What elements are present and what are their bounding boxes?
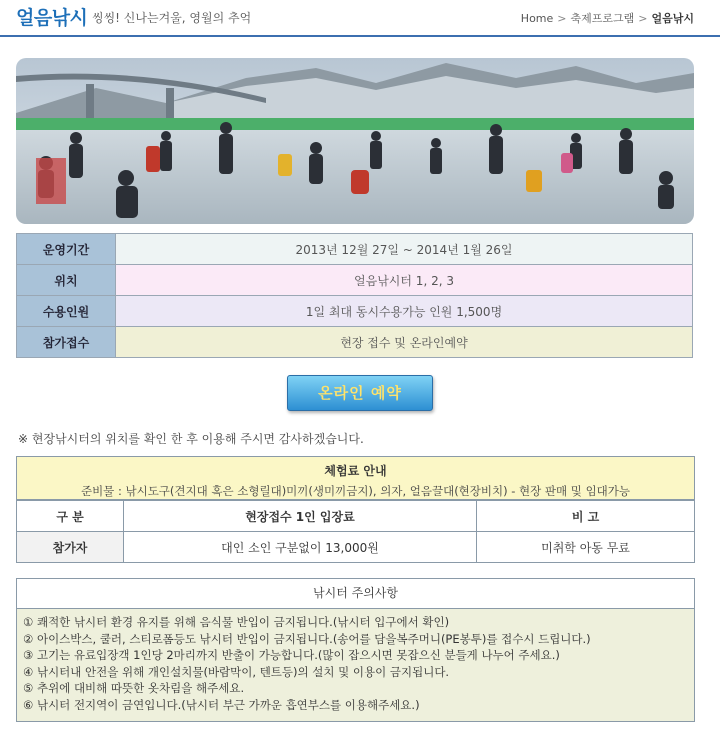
page-title: 얼음낚시 (16, 7, 88, 29)
breadcrumb-current: 얼음낚시 (651, 12, 694, 25)
fee-cell-note: 미취학 아동 무료 (477, 532, 695, 563)
breadcrumb (521, 10, 694, 26)
ice-fishing-photo (16, 58, 694, 224)
photo-illustration (16, 58, 694, 224)
info-row-capacity (17, 296, 693, 327)
fee-cell-category: 참가자 (17, 532, 124, 563)
fee-header-note: 비 고 (477, 501, 695, 532)
experience-fee-box (16, 456, 695, 563)
info-label: 참가접수 (17, 327, 116, 358)
fee-table-row (17, 532, 694, 563)
info-value: 얼음낚시터 1, 2, 3 (116, 265, 693, 296)
festival-info-table (16, 233, 693, 358)
online-reservation-button[interactable]: 온라인 예약 (287, 375, 433, 411)
caution-item: ⑥ 낚시터 전지역이 금연입니다.(낚시터 부근 가까운 흡연부스를 이용해주세요.) (23, 697, 420, 712)
breadcrumb-festival-program[interactable]: 축제프로그램 (570, 12, 635, 25)
caution-list (17, 609, 694, 713)
info-value: 1일 최대 동시수용가능 인원 1,500명 (116, 296, 693, 327)
caution-item: ② 아이스박스, 쿨러, 스티로폼등도 낚시터 반입이 금지됩니다.(송어를 담을복주머니(PE봉투)를 접수시 드립니다.) (23, 631, 591, 646)
caution-item: ① 쾌적한 낚시터 환경 유지를 위해 음식물 반입이 금지됩니다.(낚시터 입구에서 확인) (23, 615, 450, 629)
fee-header-category: 구 분 (17, 501, 124, 532)
fee-cell-fee: 대인 소인 구분없이 13,000원 (124, 532, 477, 563)
info-row-registration (17, 327, 693, 358)
fee-header-fee: 현장접수 1인 입장료 (124, 501, 477, 532)
info-value: 현장 접수 및 온라인예약 (116, 327, 693, 358)
page-subtitle: 씽씽! 신나는겨울, 영월의 추억 (92, 11, 252, 25)
info-row-period (17, 234, 693, 265)
caution-title: 낚시터 주의사항 (17, 579, 694, 609)
experience-fee-header (17, 457, 694, 500)
experience-prep-items: 준비물 : 낚시도구(견지대 혹은 소형릴대)미끼(생미끼금지), 의자, 얼음끌대(현장비치) - 현장 판매 및 임대가능 (80, 484, 631, 498)
info-label: 위치 (17, 265, 116, 296)
info-label: 수용인원 (17, 296, 116, 327)
breadcrumb-separator: > (557, 12, 567, 25)
info-row-location (17, 265, 693, 296)
header-divider (0, 35, 720, 37)
breadcrumb-separator: > (638, 12, 648, 25)
info-label: 운영기간 (17, 234, 116, 265)
caution-item: ⑤ 추위에 대비해 따뜻한 옷차림을 해주세요. (23, 681, 245, 695)
breadcrumb-home[interactable]: Home (520, 12, 554, 25)
experience-fee-title: 체험료 안내 (324, 464, 387, 478)
info-value: 2013년 12월 27일 ~ 2014년 1월 26일 (116, 234, 693, 265)
fishing-caution-box (16, 578, 695, 722)
caution-item: ③ 고기는 유료입장객 1인당 2마리까지 반출이 가능합니다.(많이 잡으시면 못잡으신 분들게 나누어 주세요.) (23, 648, 560, 662)
page-header (0, 0, 720, 36)
experience-fee-table (17, 500, 694, 562)
caution-item: ④ 낚시터내 안전을 위해 개인설치물(바람막이, 텐트등)의 설치 및 이용이 금지됩니다. (23, 664, 450, 679)
fee-table-header-row (17, 501, 694, 532)
location-notice: ※ 현장낚시터의 위치를 확인 한 후 이용해 주시면 감사하겠습니다. (18, 432, 364, 446)
